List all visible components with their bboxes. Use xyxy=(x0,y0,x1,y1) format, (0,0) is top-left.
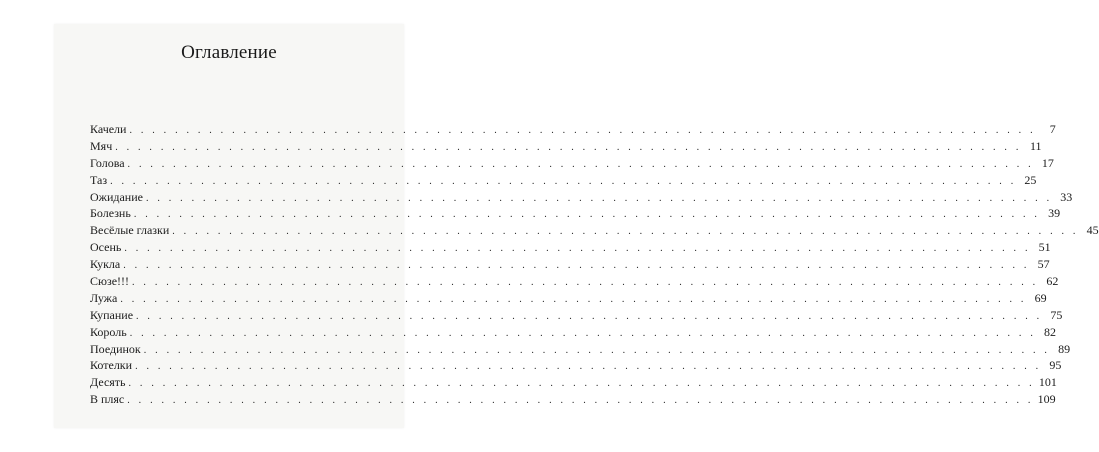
toc-entry-title: Король xyxy=(90,324,127,339)
toc-entry xyxy=(90,290,1047,307)
toc-entry-title: Голова xyxy=(90,155,125,170)
dot-leader: . . . . . . . . . . . . . . . . . . . . . . . . . . . . . . . . . . . . . . . . . . . . . . . . . . . . . . . . . . . . . . . . . . . . . . . . . . . . . . . . xyxy=(128,378,1035,390)
toc-entry xyxy=(90,205,1061,222)
toc-entry-page-number: 95 xyxy=(1049,358,1062,373)
toc-entry xyxy=(90,138,1042,155)
toc-entry-title: Мяч xyxy=(90,138,113,153)
dot-leader: . . . . . . . . . . . . . . . . . . . . . . . . . . . . . . . . . . . . . . . . . . . . . . . . . . . . . . . . . . . . . . . . . . . . . . . . . . . . . . . . xyxy=(115,141,1022,153)
toc-entry-page-number: 89 xyxy=(1058,341,1071,356)
dot-leader: . . . . . . . . . . . . . . . . . . . . . . . . . . . . . . . . . . . . . . . . . . . . . . . . . . . . . . . . . . . . . . . . . . . . . . . . . . . . . . . . xyxy=(127,395,1034,407)
toc-entry-title: Котелки xyxy=(90,358,133,373)
toc-entry-title: Лужа xyxy=(90,290,118,305)
toc-entry xyxy=(90,189,1073,206)
toc-entry xyxy=(90,374,1057,391)
toc-entry-title: Купание xyxy=(90,307,134,322)
toc-entry-title: В пляс xyxy=(90,392,125,407)
toc-entry-page-number: 7 xyxy=(1049,122,1056,136)
toc-entry-title: Ожидание xyxy=(90,189,143,204)
toc-entry xyxy=(90,256,1050,273)
toc-entry xyxy=(90,239,1051,256)
dot-leader: . . . . . . . . . . . . . . . . . . . . . . . . . . . . . . . . . . . . . . . . . . . . . . . . . . . . . . . . . . . . . . . . . . . . . . . . . . . . . . . . xyxy=(143,344,1051,356)
toc-entry xyxy=(90,391,1056,408)
toc-entry-page-number: 25 xyxy=(1024,172,1037,187)
dot-leader: . . . . . . . . . . . . . . . . . . . . . . . . . . . . . . . . . . . . . . . . . . . . . . . . . . . . . . . . . . . . . . . . . . . . . . . . . . . . . . . . xyxy=(129,125,1036,136)
toc-entry xyxy=(90,172,1037,189)
book-page xyxy=(54,24,1099,428)
toc-entry xyxy=(90,307,1063,324)
dot-leader: . . . . . . . . . . . . . . . . . . . . . . . . . . . . . . . . . . . . . . . . . . . . . . . . . . . . . . . . . . . . . . . . . . . . . . . . . . . . . . . . xyxy=(133,209,1041,221)
dot-leader: . . . . . . . . . . . . . . . . . . . . . . . . . . . . . . . . . . . . . . . . . . . . . . . . . . . . . . . . . . . . . . . . . . . . . . . . . . . . . . . . xyxy=(124,243,1031,255)
toc-entry xyxy=(90,324,1057,341)
toc-entry-page-number: 17 xyxy=(1041,155,1054,170)
dot-leader: . . . . . . . . . . . . . . . . . . . . . . . . . . . . . . . . . . . . . . . . . . . . . . . . . . . . . . . . . . . . . . . . . . . . . . . . . . . . . . . . xyxy=(172,226,1079,238)
dot-leader: . . . . . . . . . . . . . . . . . . . . . . . . . . . . . . . . . . . . . . . . . . . . . . . . . . . . . . . . . . . . . . . . . . . . . . . . . . . . . . . . xyxy=(127,158,1034,170)
toc-entry-page-number: 39 xyxy=(1048,206,1061,221)
toc-entry-page-number: 51 xyxy=(1038,240,1051,255)
toc-entry xyxy=(90,155,1054,172)
dot-leader: . . . . . . . . . . . . . . . . . . . . . . . . . . . . . . . . . . . . . . . . . . . . . . . . . . . . . . . . . . . . . . . . . . . . . . . . . . . . . . . . xyxy=(135,361,1042,373)
page-title: Оглавление xyxy=(181,42,277,63)
dot-leader: . . . . . . . . . . . . . . . . . . . . . . . . . . . . . . . . . . . . . . . . . . . . . . . . . . . . . . . . . . . . . . . . . . . . . . . . . . . . . . . . xyxy=(120,293,1027,305)
toc-entry xyxy=(90,121,1056,138)
toc-entry-title: Весёлые глазки xyxy=(90,223,170,238)
dot-leader: . . . . . . . . . . . . . . . . . . . . . . . . . . . . . . . . . . . . . . . . . . . . . . . . . . . . . . . . . . . . . . . . . . . . . . . . . . . . . . . . xyxy=(110,175,1017,187)
toc-entry-page-number: 69 xyxy=(1034,290,1047,305)
toc-entry-page-number: 82 xyxy=(1044,324,1057,339)
toc-entry-title: Кукла xyxy=(90,257,121,272)
toc-entry xyxy=(90,273,1059,290)
toc-entry-page-number: 101 xyxy=(1038,375,1057,390)
toc-entry-page-number: 75 xyxy=(1050,307,1063,322)
toc-entry xyxy=(90,357,1062,374)
toc-entry-page-number: 33 xyxy=(1060,189,1073,204)
toc-entry xyxy=(90,222,1099,239)
table-of-contents xyxy=(90,121,1099,408)
dot-leader: . . . . . . . . . . . . . . . . . . . . . . . . . . . . . . . . . . . . . . . . . . . . . . . . . . . . . . . . . . . . . . . . . . . . . . . . . . . . . . . . xyxy=(132,277,1039,289)
toc-entry-title: Десять xyxy=(90,375,126,390)
toc-entry-title: Поединок xyxy=(90,341,141,356)
toc-entry-title: Сюзе!!! xyxy=(90,274,130,289)
dot-leader: . . . . . . . . . . . . . . . . . . . . . . . . . . . . . . . . . . . . . . . . . . . . . . . . . . . . . . . . . . . . . . . . . . . . . . . . . . . . . . . . xyxy=(145,192,1053,204)
toc-entry xyxy=(90,341,1071,358)
toc-entry-title: Осень xyxy=(90,240,122,255)
toc-entry-page-number: 109 xyxy=(1037,392,1056,407)
toc-entry-page-number: 62 xyxy=(1046,274,1059,289)
dot-leader: . . . . . . . . . . . . . . . . . . . . . . . . . . . . . . . . . . . . . . . . . . . . . . . . . . . . . . . . . . . . . . . . . . . . . . . . . . . . . . . . xyxy=(136,310,1043,322)
dot-leader: . . . . . . . . . . . . . . . . . . . . . . . . . . . . . . . . . . . . . . . . . . . . . . . . . . . . . . . . . . . . . . . . . . . . . . . . . . . . . . . . xyxy=(123,260,1030,272)
toc-entry-title: Качели xyxy=(90,122,127,136)
toc-entry-page-number: 45 xyxy=(1086,223,1099,238)
dot-leader: . . . . . . . . . . . . . . . . . . . . . . . . . . . . . . . . . . . . . . . . . . . . . . . . . . . . . . . . . . . . . . . . . . . . . . . . . . . . . . . . xyxy=(129,327,1037,339)
toc-entry-page-number: 11 xyxy=(1029,138,1042,153)
toc-entry-title: Таз xyxy=(90,172,108,187)
toc-entry-title: Болезнь xyxy=(90,206,131,221)
toc-entry-page-number: 57 xyxy=(1037,257,1050,272)
